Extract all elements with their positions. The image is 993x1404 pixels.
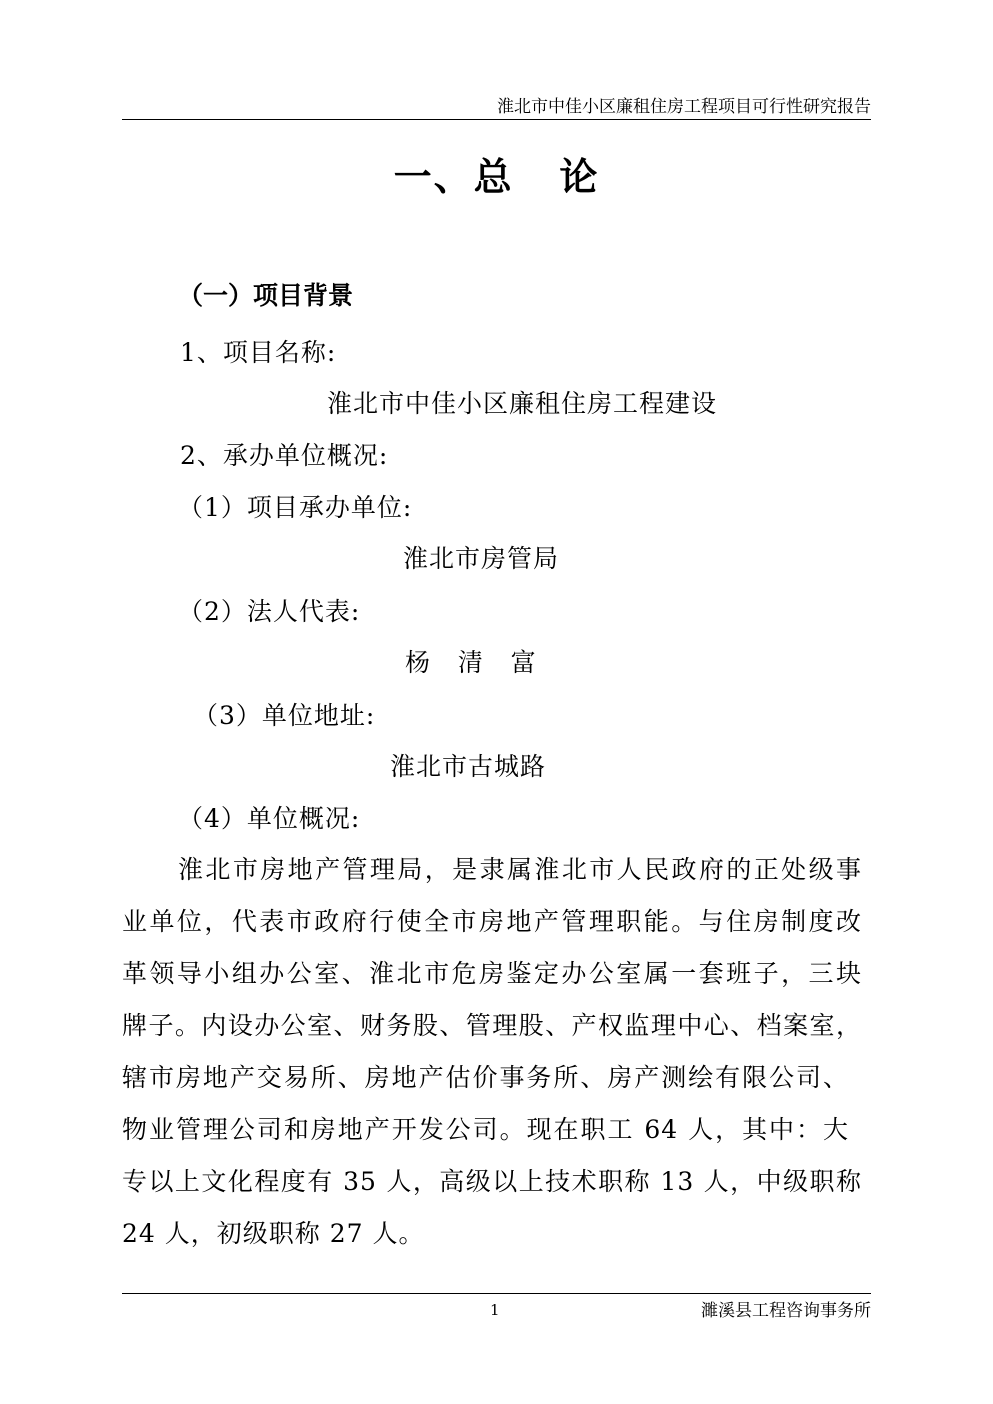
item-project-name-value: 淮北市中佳小区廉租住房工程建设 — [327, 389, 718, 418]
running-header: 淮北市中佳小区廉租住房工程项目可行性研究报告 — [497, 97, 871, 117]
paragraph-line: 24 人，初级职称 27 人。 — [122, 1219, 425, 1248]
item-organizer-label: 2、承办单位概况: — [180, 441, 389, 470]
paragraph-line: 辖市房地产交易所、房地产估价事务所、房产测绘有限公司、 — [122, 1063, 849, 1092]
sub-legal-rep-label: （2）法人代表: — [178, 597, 361, 626]
section-heading: （一）项目背景 — [178, 281, 354, 310]
footer-organization: 濉溪县工程咨询事务所 — [701, 1301, 871, 1321]
sub-address-label: （3）单位地址: — [193, 701, 376, 730]
sub-legal-rep-value: 杨 清 富 — [405, 648, 537, 677]
footer-rule — [122, 1293, 871, 1294]
paragraph-line: 业单位，代表市政府行使全市房地产管理职能。与住房制度改 — [122, 907, 862, 936]
item-project-name-label: 1、项目名称: — [180, 338, 337, 367]
paragraph-line: 物业管理公司和房地产开发公司。现在职工 64 人，其中：大 — [122, 1115, 849, 1144]
paragraph-line: 牌子。内设办公室、财务股、管理股、产权监理中心、档案室， — [122, 1011, 862, 1040]
chapter-title: 一、总 论 — [393, 154, 600, 199]
page-number: 1 — [490, 1301, 500, 1319]
paragraph-line: 革领导小组办公室、淮北市危房鉴定办公室属一套班子，三块 — [122, 959, 862, 988]
sub-overview-label: （4）单位概况: — [178, 804, 361, 833]
paragraph-line: 淮北市房地产管理局，是隶属淮北市人民政府的正处级事 — [178, 855, 862, 884]
paragraph-line: 专以上文化程度有 35 人，高级以上技术职称 13 人，中级职称 — [122, 1167, 862, 1196]
sub-address-value: 淮北市古城路 — [390, 752, 547, 781]
header-rule — [122, 119, 871, 120]
sub-organizer-unit-value: 淮北市房管局 — [403, 544, 560, 573]
sub-organizer-unit-label: （1）项目承办单位: — [178, 493, 413, 522]
